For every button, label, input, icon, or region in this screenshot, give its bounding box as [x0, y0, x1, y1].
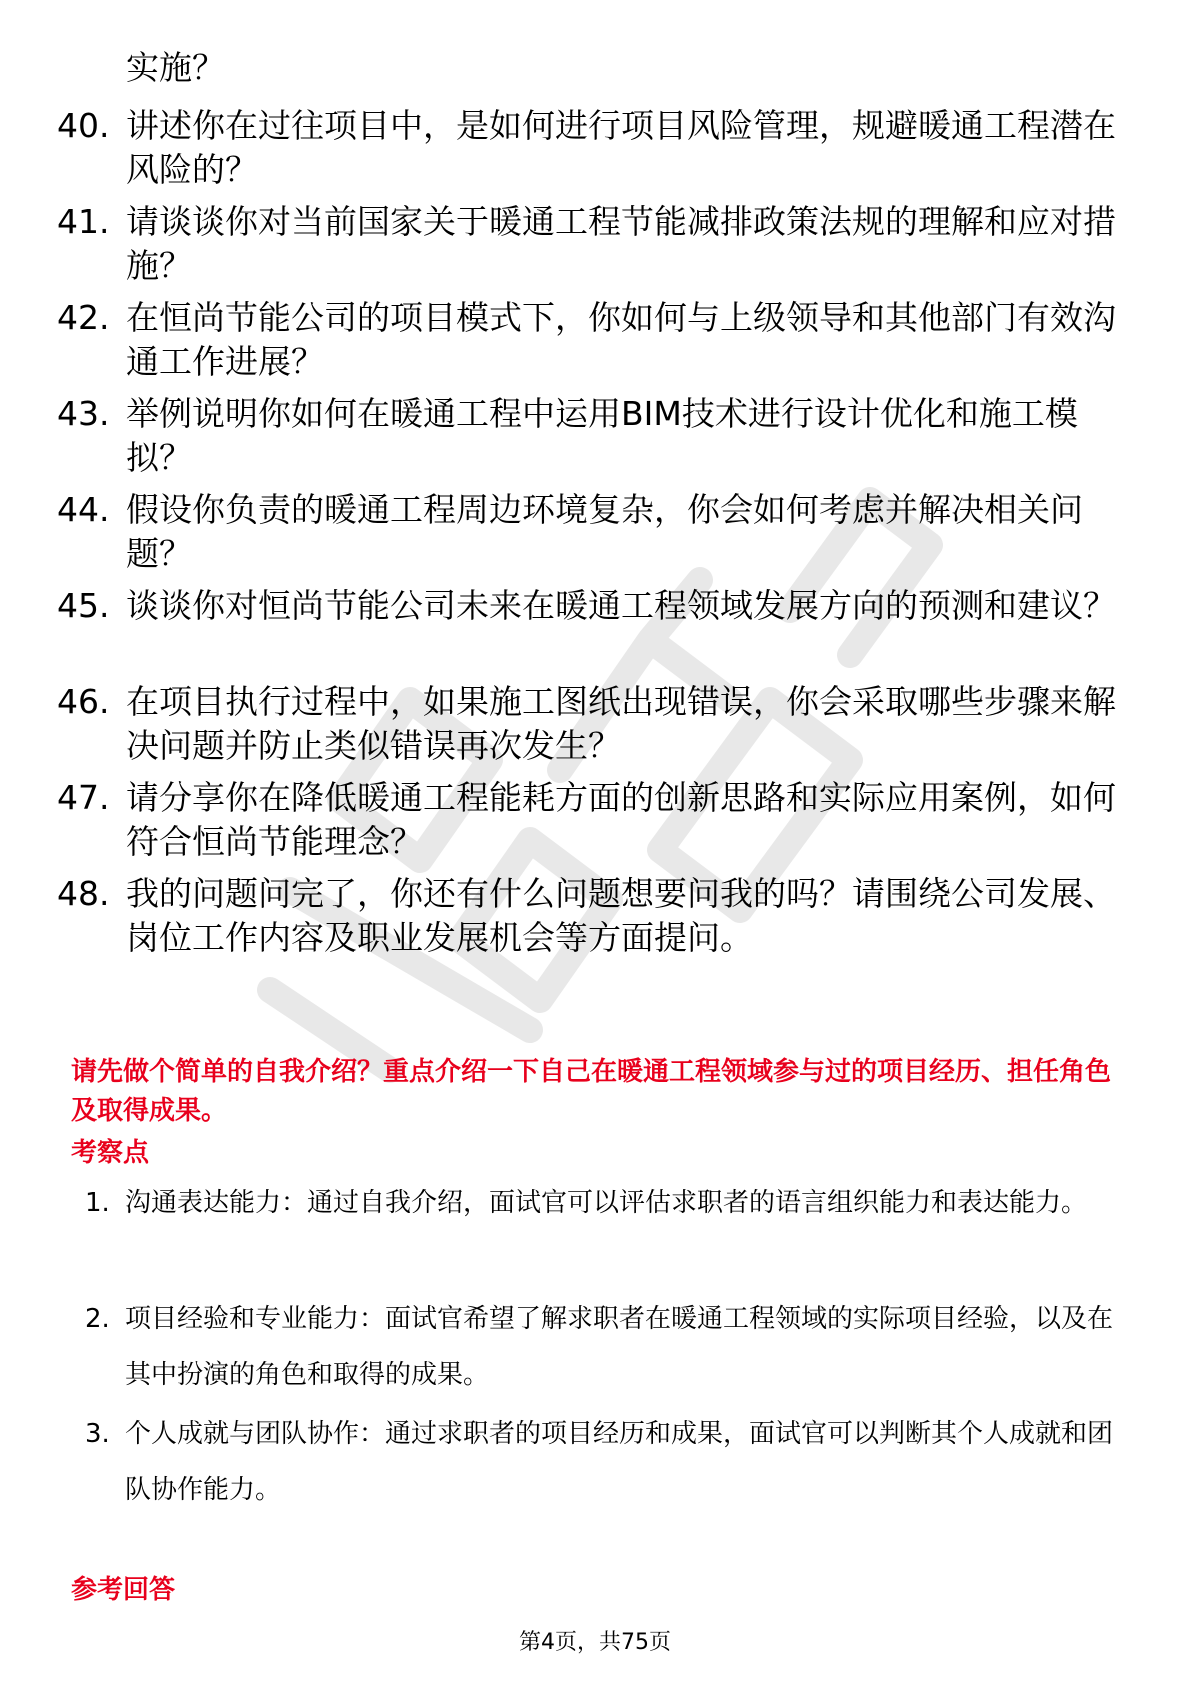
- point-text: 项目经验和专业能力：面试官希望了解求职者在暖通工程领域的实际项目经验，以及在其中扮演的角色和取得的成果。: [125, 1304, 1114, 1390]
- question-number: 41.: [57, 202, 110, 241]
- assessment-point-3: [85, 1406, 1125, 1518]
- question-item-40: [57, 104, 1137, 192]
- question-text: 请分享你在降低暖通工程能耗方面的创新思路和实际应用案例，如何符合恒尚节能理念？: [126, 778, 1116, 861]
- point-text: 个人成就与团队协作：通过求职者的项目经历和成果，面试官可以判断其个人成就和团队协作能力。: [125, 1419, 1114, 1505]
- continuation-text: 实施？: [126, 48, 225, 87]
- question-text: 举例说明你如何在暖通工程中运用BIM技术进行设计优化和施工模拟？: [126, 394, 1078, 477]
- question-item-46: [57, 680, 1137, 768]
- question-number: 43.: [57, 394, 110, 433]
- question-number: 48.: [57, 874, 110, 913]
- assessment-point-1: [85, 1175, 1125, 1231]
- point-number: 1.: [85, 1188, 110, 1218]
- question-item-42: [57, 296, 1137, 384]
- question-number: 45.: [57, 586, 110, 625]
- question-number: 44.: [57, 490, 110, 529]
- point-text: 沟通表达能力：通过自我介绍，面试官可以评估求职者的语言组织能力和表达能力。: [125, 1188, 1088, 1218]
- question-number: 47.: [57, 778, 110, 817]
- question-item-48: [57, 872, 1137, 960]
- page-number: 第4页，共75页: [519, 1630, 671, 1655]
- point-number: 3.: [85, 1419, 110, 1449]
- question-number: 46.: [57, 682, 110, 721]
- assessment-title: 考察点: [71, 1138, 150, 1168]
- question-item-41: [57, 200, 1137, 288]
- assessment-point-2: [85, 1291, 1125, 1403]
- question-text: 我的问题问完了，你还有什么问题想要问我的吗？请围绕公司发展、岗位工作内容及职业发展机会等方面提问。: [126, 874, 1116, 957]
- question-text: 讲述你在过往项目中，是如何进行项目风险管理，规避暖通工程潜在风险的？: [126, 106, 1116, 189]
- question-text: 在项目执行过程中，如果施工图纸出现错误，你会采取哪些步骤来解决问题并防止类似错误再次发生？: [126, 682, 1116, 765]
- featured-question: 请先做个简单的自我介绍？重点介绍一下自己在暖通工程领域参与过的项目经历、担任角色及取得成果。: [71, 1057, 1112, 1126]
- question-text: 在恒尚节能公司的项目模式下，你如何与上级领导和其他部门有效沟通工作进展？: [126, 298, 1116, 381]
- question-item-47: [57, 776, 1137, 864]
- reference-answer-title: 参考回答: [71, 1575, 176, 1605]
- question-continuation: [57, 46, 1137, 90]
- question-text: 假设你负责的暖通工程周边环境复杂，你会如何考虑并解决相关问题？: [126, 490, 1083, 573]
- point-number: 2.: [85, 1304, 110, 1334]
- question-text: 请谈谈你对当前国家关于暖通工程节能减排政策法规的理解和应对措施？: [126, 202, 1116, 285]
- question-number: 40.: [57, 106, 110, 145]
- question-item-44: [57, 488, 1137, 576]
- question-item-43: [57, 392, 1137, 480]
- question-text: 谈谈你对恒尚节能公司未来在暖通工程领域发展方向的预测和建议？: [126, 586, 1116, 625]
- question-item-45: [57, 584, 1137, 628]
- question-number: 42.: [57, 298, 110, 337]
